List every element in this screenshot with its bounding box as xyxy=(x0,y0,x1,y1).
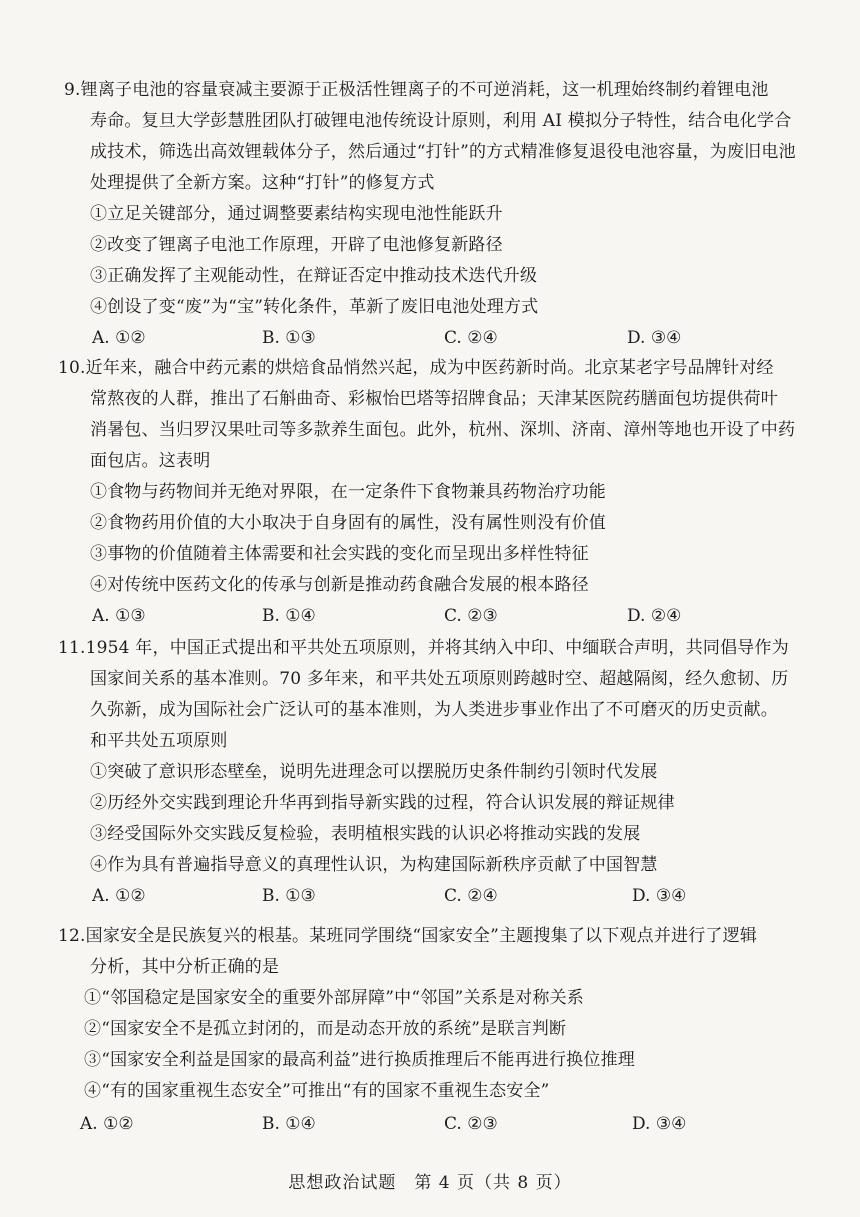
answer-choices xyxy=(0,328,860,352)
question-stem-line: 成技术，筛选出高效锂载体分子，然后通过“打针”的方式精准修复退役电池容量，为废旧电池 xyxy=(90,142,796,162)
choice-c: C. ②③ xyxy=(444,1114,498,1134)
page-footer: 思想政治试题 第 4 页（共 8 页） xyxy=(288,1173,572,1193)
question-stem-line: 11.1954 年，中国正式提出和平共处五项原则，并将其纳入中印、中缅联合声明，共同倡导作为 xyxy=(58,638,789,658)
choice-a: A. ①② xyxy=(92,328,146,348)
statement-option: ④作为具有普遍指导意义的真理性认识，为构建国际新秩序贡献了中国智慧 xyxy=(90,855,658,875)
question-stem-line: 和平共处五项原则 xyxy=(90,731,228,751)
question-stem-line: 常熬夜的人群，推出了石斛曲奇、彩椒怡巴塔等招牌食品；天津某医院药膳面包坊提供荷叶 xyxy=(90,389,778,409)
choice-c: C. ②③ xyxy=(444,606,498,626)
choice-b: B. ①③ xyxy=(262,328,316,348)
choice-c: C. ②④ xyxy=(444,886,498,906)
statement-option: ②历经外交实践到理论升华再到指导新实践的过程，符合认识发展的辩证规律 xyxy=(90,793,675,813)
question-stem-line: 消暑包、当归罗汉果吐司等多款养生面包。此外，杭州、深圳、济南、漳州等地也开设了中药 xyxy=(90,420,796,440)
question-stem-line: 处理提供了全新方案。这种“打针”的修复方式 xyxy=(90,173,435,193)
choice-c: C. ②④ xyxy=(444,328,498,348)
question-stem-line: 9.锂离子电池的容量衰减主要源于正极活性锂离子的不可逆消耗，这一机理始终制约着锂电池 xyxy=(64,80,769,100)
statement-option: ②食物药用价值的大小取决于自身固有的属性，没有属性则没有价值 xyxy=(90,513,606,533)
statement-option: ①立足关键部分，通过调整要素结构实现电池性能跃升 xyxy=(90,204,503,224)
statement-option: ③正确发挥了主观能动性，在辩证否定中推动技术迭代升级 xyxy=(90,266,538,286)
choice-b: B. ①④ xyxy=(262,606,316,626)
statement-option: ①“邻国稳定是国家安全的重要外部屏障”中“邻国”关系是对称关系 xyxy=(84,988,584,1008)
statement-option: ③事物的价值随着主体需要和社会实践的变化而呈现出多样性特征 xyxy=(90,544,589,564)
question-stem-line: 10.近年来，融合中药元素的烘焙食品悄然兴起，成为中医药新时尚。北京某老字号品牌针对经 xyxy=(58,358,774,378)
statement-option: ③“国家安全利益是国家的最高利益”进行换质推理后不能再进行换位推理 xyxy=(84,1050,635,1070)
question-stem-line: 久弥新，成为国际社会广泛认可的基本准则，为人类进步事业作出了不可磨灭的历史贡献。 xyxy=(90,700,778,720)
choice-a: A. ①② xyxy=(80,1114,134,1134)
question-stem-line: 分析，其中分析正确的是 xyxy=(90,957,280,977)
answer-choices xyxy=(0,886,860,910)
statement-option: ④创设了变“废”为“宝”转化条件，革新了废旧电池处理方式 xyxy=(90,297,539,317)
statement-option: ②改变了锂离子电池工作原理，开辟了电池修复新路径 xyxy=(90,235,503,255)
choice-d: D. ③④ xyxy=(632,886,687,906)
question-stem-line: 国家间关系的基本准则。70 多年来，和平共处五项原则跨越时空、超越隔阂，经久愈韧、历 xyxy=(90,669,789,689)
statement-option: ④“有的国家重视生态安全”可推出“有的国家不重视生态安全” xyxy=(84,1081,550,1101)
statement-option: ④对传统中医药文化的传承与创新是推动药食融合发展的根本路径 xyxy=(90,575,589,595)
question-stem-line: 寿命。复旦大学彭慧胜团队打破锂电池传统设计原则，利用 AI 模拟分子特性，结合电化学合 xyxy=(90,111,792,131)
choice-a: A. ①③ xyxy=(92,606,146,626)
choice-d: D. ③④ xyxy=(632,1114,687,1134)
choice-b: B. ①④ xyxy=(262,1114,316,1134)
question-stem-line: 面包店。这表明 xyxy=(90,451,211,471)
choice-b: B. ①③ xyxy=(262,886,316,906)
choice-a: A. ①② xyxy=(92,886,146,906)
statement-option: ①食物与药物间并无绝对界限，在一定条件下食物兼具药物治疗功能 xyxy=(90,482,606,502)
question-stem-line: 12.国家安全是民族复兴的根基。某班同学围绕“国家安全”主题搜集了以下观点并进行了逻辑 xyxy=(58,926,758,946)
statement-option: ②“国家安全不是孤立封闭的，而是动态开放的系统”是联言判断 xyxy=(84,1019,567,1039)
answer-choices xyxy=(0,606,860,630)
answer-choices xyxy=(0,1114,860,1138)
statement-option: ①突破了意识形态壁垒，说明先进理念可以摆脱历史条件制约引领时代发展 xyxy=(90,762,658,782)
choice-d: D. ②④ xyxy=(627,606,682,626)
choice-d: D. ③④ xyxy=(627,328,682,348)
statement-option: ③经受国际外交实践反复检验，表明植根实践的认识必将推动实践的发展 xyxy=(90,824,641,844)
